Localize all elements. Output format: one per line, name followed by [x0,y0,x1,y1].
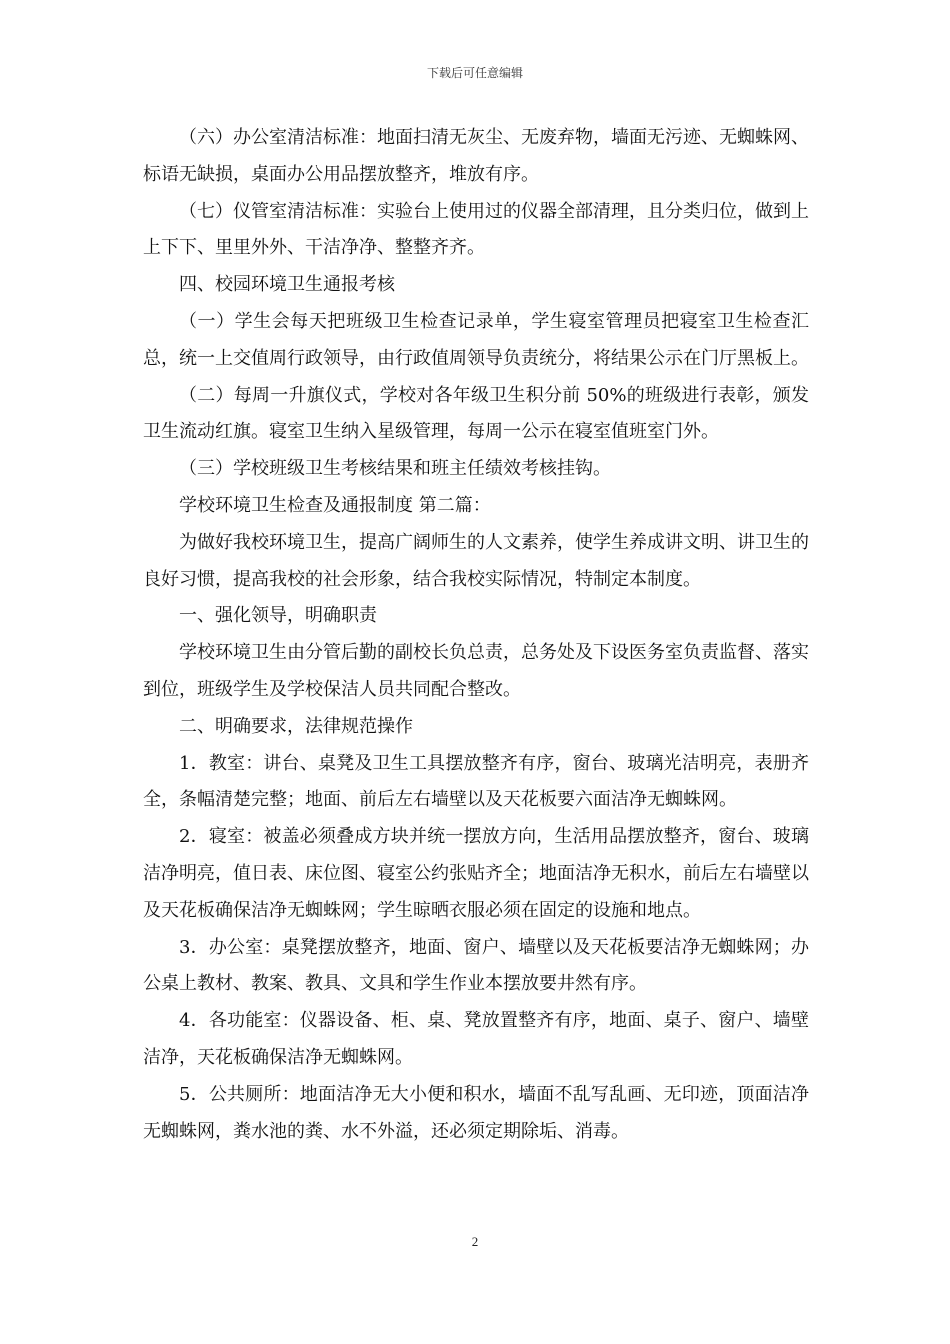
page-number: 2 [471,1234,479,1249]
document-body [143,120,809,1150]
paragraph-public-toilets: 5．公共厕所：地面洁净无大小便和积水，墙面不乱写乱画、无印迹，顶面洁净无蜘蛛网，粪水池的粪、水不外溢，还必须定期除垢、消毒。 [143,1083,809,1142]
paragraph-report-3: （三）学校班级卫生考核结果和班主任绩效考核挂钩。 [179,458,611,480]
section-heading-2: 二、明确要求，法律规范操作 [179,715,413,737]
paragraph-report-1: （一）学生会每天把班级卫生检查记录单，学生寝室管理员把寝室卫生检查汇总，统一上交值周行政领导，由行政值周领导负责统分，将结果公示在门厅黑板上。 [143,310,809,369]
paragraph-intro: 为做好我校环境卫生，提高广阔师生的人文素养，使学生养成讲文明、讲卫生的良好习惯，提高我校的社会形象，结合我校实际情况，特制定本制度。 [143,531,809,590]
part-two-title: 学校环境卫生检查及通报制度 第二篇： [179,494,491,516]
paragraph-dormitory: 2．寝室：被盖必须叠成方块并统一摆放方向，生活用品摆放整齐，窗台、玻璃洁净明亮，值日表、床位图、寝室公约张贴齐全；地面洁净无积水，前后左右墙壁以及天花板确保洁净无蜘蛛网；学生晾晒衣服必须在固定的设施和地点。 [143,826,809,921]
paragraph-classroom: 1．教室：讲台、桌凳及卫生工具摆放整齐有序，窗台、玻璃光洁明亮，表册齐全，条幅清楚完整；地面、前后左右墙壁以及天花板要六面洁净无蜘蛛网。 [143,752,809,811]
page-header: 下载后可任意编辑 [426,66,523,80]
section-heading-4: 四、校园环境卫生通报考核 [179,274,395,296]
paragraph-instrument-room-standard: （七）仪管室清洁标准：实验台上使用过的仪器全部清理，且分类归位，做到上上下下、里里外外、干洁净净、整整齐齐。 [143,200,809,259]
section-heading-1: 一、强化领导，明确职责 [179,605,377,627]
paragraph-report-2: （二）每周一升旗仪式，学校对各年级卫生积分前 50%的班级进行表彰，颁发卫生流动红旗。寝室卫生纳入星级管理，每周一公示在寝室值班室门外。 [143,384,809,443]
paragraph-office-cleaning-standard: （六）办公室清洁标准：地面扫清无灰尘、无废弃物，墙面无污迹、无蜘蛛网、标语无缺损，桌面办公用品摆放整齐，堆放有序。 [143,127,809,185]
paragraph-office: 3．办公室：桌凳摆放整齐，地面、窗户、墙壁以及天花板要洁净无蜘蛛网；办公桌上教材、教案、教具、文具和学生作业本摆放要井然有序。 [143,936,809,995]
paragraph-responsibility: 学校环境卫生由分管后勤的副校长负总责，总务处及下设医务室负责监督、落实到位，班级学生及学校保洁人员共同配合整改。 [143,642,809,700]
paragraph-function-rooms: 4．各功能室：仪器设备、柜、桌、凳放置整齐有序，地面、桌子、窗户、墙壁洁净，天花板确保洁净无蜘蛛网。 [143,1010,809,1068]
